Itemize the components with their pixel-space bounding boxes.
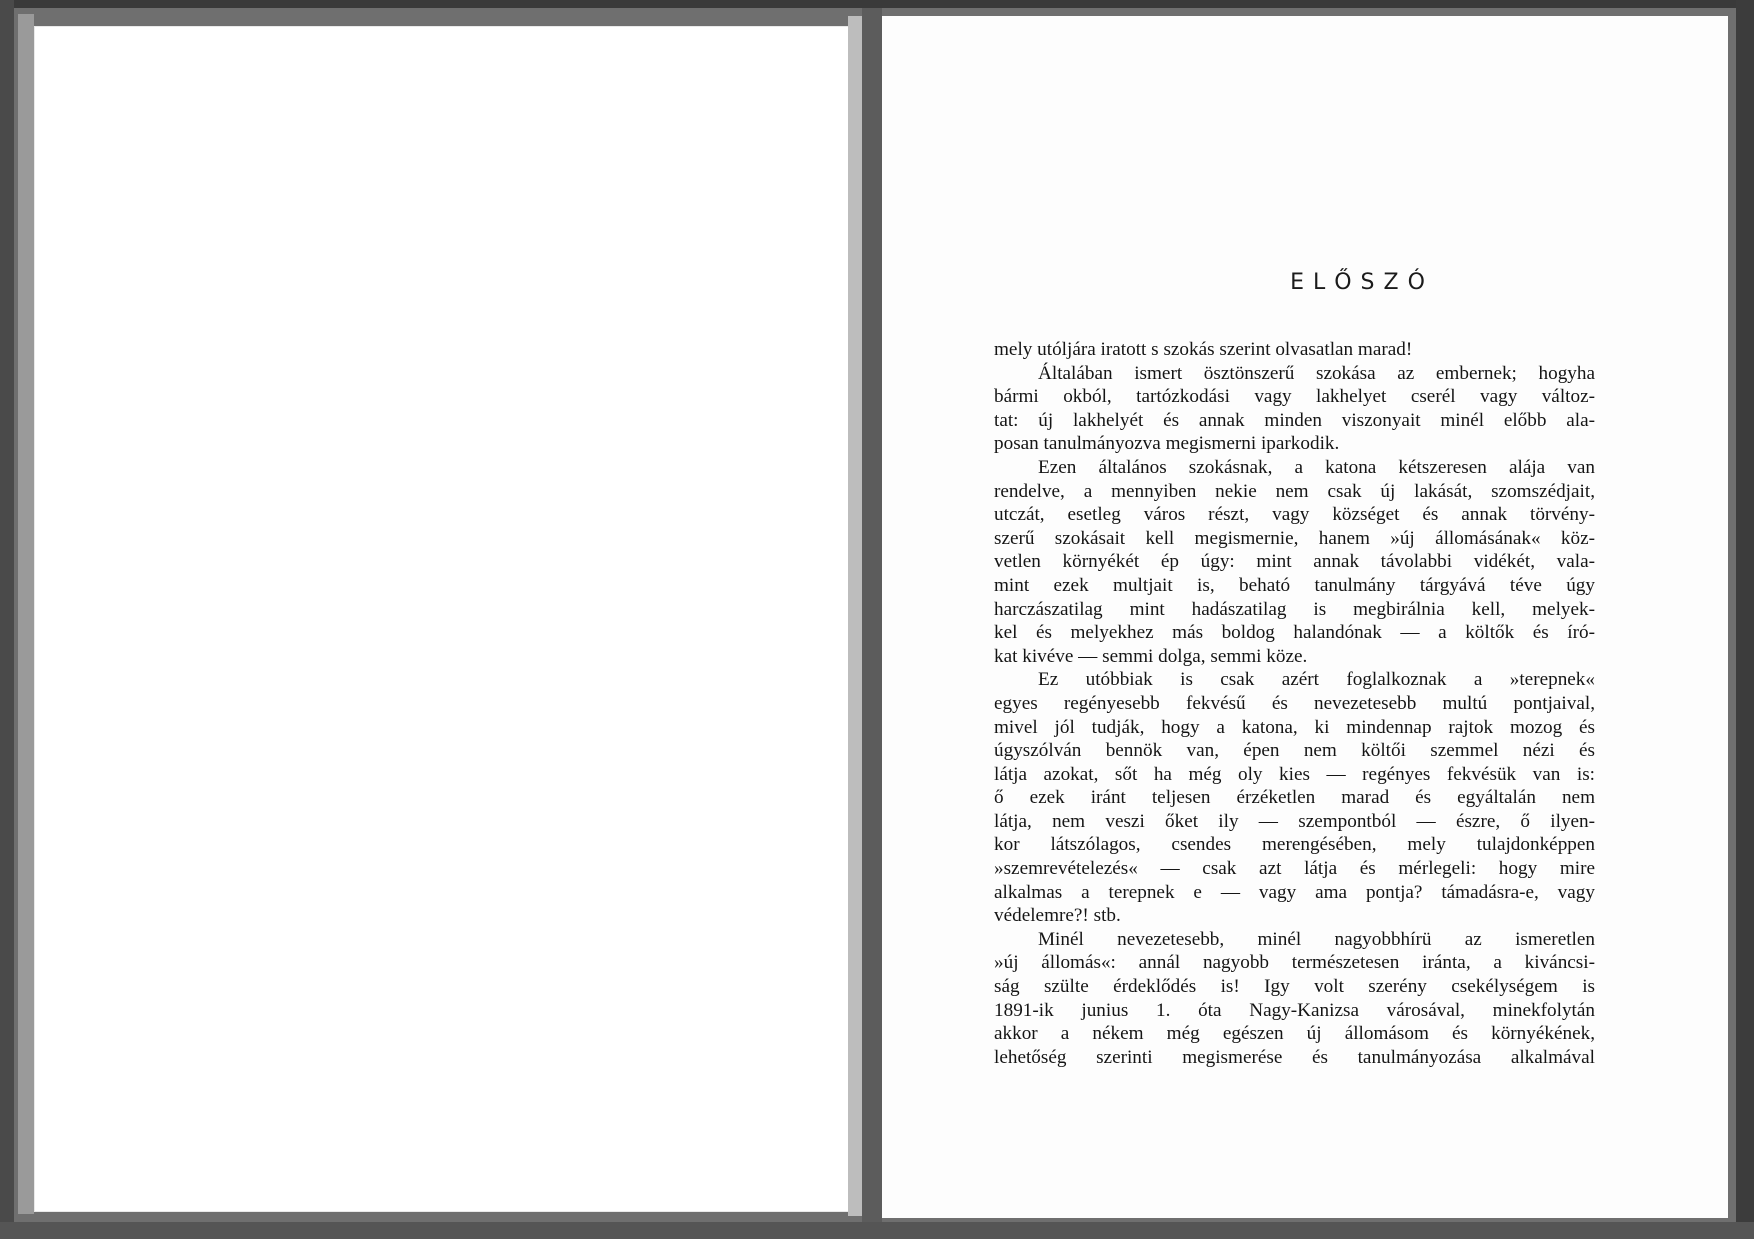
- book-gutter: [862, 8, 882, 1222]
- text-line: Általában ismert ösztönszerű szokása az embernek; hogyha: [1038, 362, 1595, 384]
- text-line: 1891-ik junius 1. óta Nagy-Kanizsa városával, minekfolytán: [994, 999, 1595, 1021]
- text-line: védelemre?! stb.: [994, 905, 1121, 927]
- scan-bottom-edge: [0, 1222, 1754, 1239]
- text-line: »szemrevételezés« — csak azt látja és mérlegeli: hogy mire: [994, 858, 1595, 880]
- text-line: vetlen környékét ép úgy: mint annak távolabbi vidékét, vala-: [994, 551, 1595, 573]
- text-line: ő ezek iránt teljesen érzéketlen marad és egyáltalán nem: [994, 787, 1595, 809]
- text-line: utczát, esetleg város részt, vagy községet és annak törvény-: [994, 504, 1595, 526]
- text-line: kat kivéve — semmi dolga, semmi köze.: [994, 645, 1308, 667]
- left-page-blank: [34, 26, 862, 1212]
- left-page-fold: [848, 16, 862, 1216]
- text-line: posan tanulmányozva megismerni iparkodik.: [994, 433, 1340, 455]
- text-line: ság szülte érdeklődés is! Igy volt szerény csekélységem is: [994, 976, 1595, 998]
- text-line: Ez utóbbiak is csak azért foglalkoznak a »terepnek«: [1038, 669, 1595, 691]
- text-line: Minél nevezetesebb, minél nagyobbhírü az ismeretlen: [1038, 928, 1595, 950]
- text-line: bármi okból, tartózkodási vagy lakhelyet cserél vagy változ-: [994, 386, 1595, 408]
- text-line: alkalmas a terepnek e — vagy ama pontja? támadásra-e, vagy: [994, 881, 1595, 903]
- text-line: tat: új lakhelyét és annak minden viszonyait minél előbb ala-: [994, 409, 1595, 431]
- page-heading: ELŐSZÓ: [1290, 270, 1434, 295]
- text-line: úgyszólván bennök van, épen nem költői szemmel nézi és: [994, 740, 1595, 762]
- text-line: lehetőség szerinti megismerése és tanulmányozása alkalmával: [994, 1046, 1595, 1068]
- text-line: egyes regényesebb fekvésű és nevezetesebb multú pontjaival,: [994, 692, 1595, 714]
- text-line: rendelve, a mennyiben nekie nem csak új lakását, szomszédjait,: [994, 480, 1595, 502]
- right-page: [882, 16, 1728, 1218]
- scan-right-edge: [1736, 0, 1754, 1239]
- text-line: kor látszólagos, csendes merengésében, mely tulajdonképpen: [994, 834, 1595, 856]
- text-line: mivel jól tudják, hogy a katona, ki mindennap rajtok mozog és: [994, 716, 1595, 738]
- preface-body-text: [994, 338, 1595, 1069]
- text-line: harczászatilag mint hadászatilag is megbirálnia kell, melyek-: [994, 598, 1595, 620]
- scan-left-edge: [0, 0, 14, 1239]
- text-line: Ezen általános szokásnak, a katona kétszeresen alája van: [1038, 456, 1595, 478]
- text-line: »új állomás«: annál nagyobb természetesen iránta, a kiváncsi-: [994, 952, 1595, 974]
- text-line: akkor a nékem még egészen új állomásom és környékének,: [994, 1023, 1595, 1045]
- text-line: kel és melyekhez más boldog halandónak — a költők és író-: [994, 622, 1595, 644]
- text-line: látja, nem veszi őket ily — szempontból — észre, ő ilyen-: [994, 810, 1595, 832]
- text-line: mely utóljára iratott s szokás szerint olvasatlan marad!: [994, 339, 1413, 360]
- text-line: szerű szokásait kell megismernie, hanem »új állomásának« köz-: [994, 527, 1595, 549]
- text-line: látja azokat, sőt ha még oly kies — regényes fekvésük van is:: [994, 763, 1595, 785]
- left-page-outer-edge: [18, 14, 34, 1214]
- scan-top-shadow: [0, 0, 1754, 8]
- text-line: mint ezek multjait is, beható tanulmány tárgyává téve úgy: [994, 574, 1595, 596]
